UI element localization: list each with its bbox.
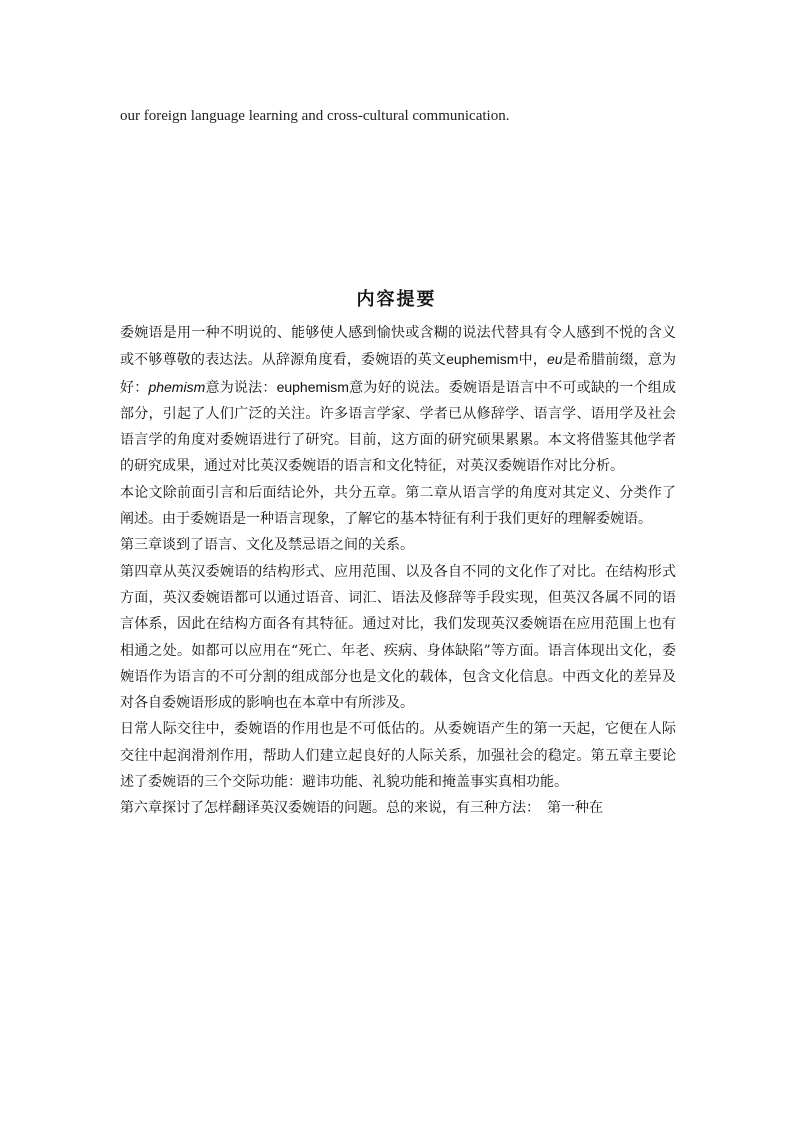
paragraph-1-text-5: 意为好的说法。委婉语是语言中不可或缺的一个组成部分，引起了人们广泛的关注。许多语言学家、学者已从修辞学、语言学、语用学及社会语言学的角度对委婉语进行了研究。目前，这方面的研究硕果累累。本文将借鉴其他学者的研究成果，通过对比英汉委婉语的语言和文化特征，对英汉委婉语作对比分析。 (120, 379, 677, 475)
paragraph-1-text-3: 是希腊前缀，意为好： (120, 352, 677, 396)
term-eu: eu (547, 351, 563, 368)
abstract-body (120, 320, 676, 822)
paragraph-6: 第六章探讨了怎样翻译英汉委婉语的问题。总的来说，有三种方法： 第一种在 (120, 800, 603, 817)
paragraph-5: 日常人际交往中，委婉语的作用也是不可低估的。从委婉语产生的第一天起，它便在人际交往中起润滑剂作用，帮助人们建立起良好的人际关系，加强社会的稳定。第五章主要论述了委婉语的三个交际功能：避讳功能、礼貌功能和掩盖事实真相功能。 (120, 721, 676, 791)
paragraph-2: 本论文除前面引言和后面结论外，共分五章。第二章从语言学的角度对其定义、分类作了阐述。由于委婉语是一种语言现象，了解它的基本特征有利于我们更好的理解委婉语。 (120, 484, 676, 528)
paragraph-1-text-2: 中， (518, 352, 548, 369)
paragraph-1-text-1: 委婉语是用一种不明说的、能够使人感到愉快或含糊的说法代替具有令人感到不悦的含义或不够尊敬的表达法。从辞源角度看，委婉语的英文 (120, 325, 676, 369)
term-euphemism: euphemism (446, 351, 519, 368)
paragraph-1 (120, 320, 676, 480)
term-phemism: phemism (148, 378, 206, 395)
section-title: 内容提要 (356, 289, 437, 310)
paragraph-4: 第四章从英汉委婉语的结构形式、应用范围、以及各自不同的文化作了对比。在结构形式方面，英汉委婉语都可以通过语音、词汇、语法及修辞等手段实现，但英汉各属不同的语言体系，因此在结构方面各有其特征。通过对比，我们发现英汉委婉语在应用范围上也有相通之处。如都可以应用在“死亡、年老、疾病、身体缺陷”等方面。语言体现出文化，委婉语作为语言的不可分割的组成部分也是文化的载体，包含文化信息。中西文化的差异及对各自委婉语形成的影响也在本章中有所涉及。 (120, 563, 676, 712)
paragraph-3: 第三章谈到了语言、文化及禁忌语之间的关系。 (120, 537, 414, 554)
paragraph-1-text-4: 意为说法： (205, 379, 277, 396)
carryover-text-line: our foreign language learning and cross-cultural communication. (120, 108, 510, 124)
term-euphemism-2: euphemism (276, 378, 349, 395)
